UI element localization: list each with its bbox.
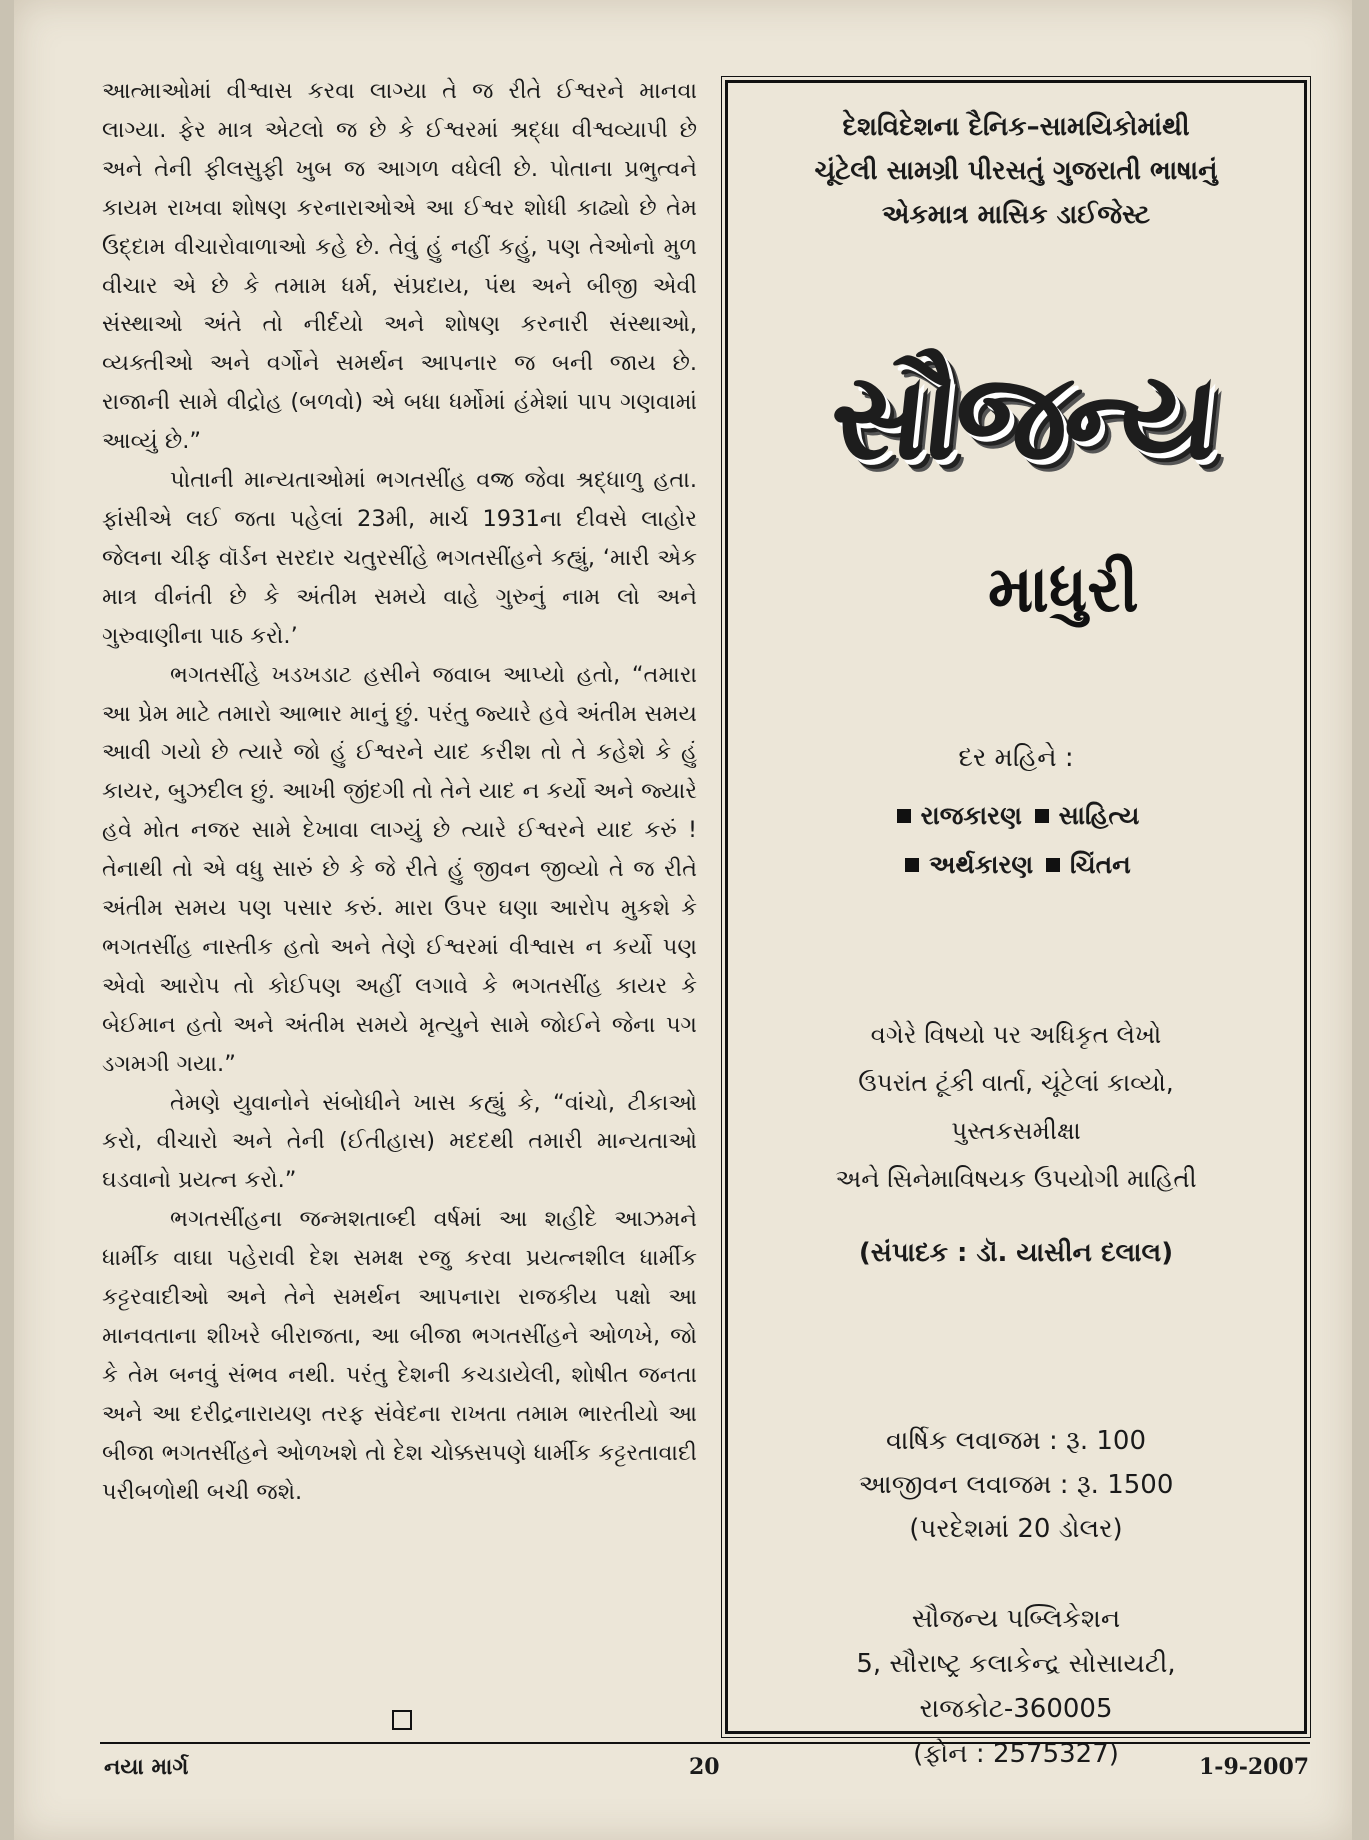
article-paragraph: આત્માઓમાં વીશ્વાસ કરવા લાગ્યા તે જ રીતે ઈશ્વરને માનવા લાગ્યા. ફેર માત્ર એટલો જ છે કે ઈશ્વરમાં શ્રદ્ધા વીશ્વવ્યાપી છે અને તેની ફીલસુફી ખુબ જ આગળ વધેલી છે. પોતાના પ્રભુત્વને કાયમ રાખવા શોષણ કરનારાઓએ આ ઈશ્વર શોધી કાઢ્યો છે તેમ ઉદ્દામ વીચારોવાળાઓ કહે છે. તેવું હું નહીં કહું, પણ તેઓનો મુળ વીચાર એ છે કે તમામ ધર્મ, સંપ્રદાય, પંથ અને બીજી એવી સંસ્થાઓ અંતે તો નીર્દયો અને શોષણ કરનારી સંસ્થાઓ, વ્યક્તીઓ અને વર્ગોને સમર્થન આપનાર જ બની જાય છે. રાજાની સામે વીદ્રોહ (બળવો) એ બધા ધર્મોમાં હંમેશાં પાપ ગણવામાં આવ્યું છે.” (102, 78, 697, 455)
address-line: 5, સૌરાષ્ટ્ર કલાકેન્દ્ર સોસાયટી, (856, 1649, 1176, 1679)
footer-date: 1-9-2007 (1199, 1754, 1310, 1780)
square-bullet-icon (897, 809, 911, 823)
article-paragraph: ભગતસીંહના જન્મશતાબ્દી વર્ષમાં આ શહીદે આઝમને ધાર્મીક વાઘા પહેરાવી દેશ સમક્ષ રજુ કરવા પ્રયત્નશીલ ધાર્મીક કટ્ટરવાદીઓ અને તેને સમર્થન આપનારા રાજકીય પક્ષો આ માનવતાના શીખરે બીરાજતા, આ બીજા ભગતસીંહને ઓળખે, જો કે તેમ બનવું સંભવ નથી. પરંતુ દેશની કચડાયેલી, શોષીત જનતા અને આ દરીદ્રનારાયણ તરફ સંવેદના રાખતા તમામ ભારતીયો આ બીજા ભગતસીંહને ઓળખશે તો દેશ ચોક્કસપણે ધાર્મીક કટ્ટરતાવાદી પરીબળોથી બચી જશે. (102, 1206, 697, 1505)
editor-credit: (સંપાદક : ડૉ. યાસીન દલાલ) (858, 1238, 1174, 1268)
saujanya-madhuri-logo (788, 328, 1258, 658)
ad-description (728, 1011, 1304, 1203)
square-bullet-icon (1046, 858, 1060, 872)
logo-title: સૌજન્ય (823, 348, 1223, 487)
footer-rule (100, 1742, 1310, 1744)
description-line: વગેરે વિષયો પર અધિકૃત લેખો (870, 1020, 1162, 1049)
topic-item: રાજકારણ (920, 801, 1022, 830)
tagline-line: દેશવિદેશના દૈનિક–સામયિકોમાંથી (842, 112, 1190, 142)
subscription-rates (728, 1419, 1304, 1551)
publisher-address (728, 1597, 1304, 1777)
ad-tagline (728, 105, 1304, 237)
magazine-page (14, 0, 1352, 1840)
logo-subtitle: માધુરી (988, 553, 1139, 627)
annual-rate: વાર્ષિક લવાજમ : રૂ. 100 (885, 1426, 1147, 1456)
overseas-rate: (પરદેશમાં 20 ડોલર) (909, 1514, 1123, 1544)
topic-item: સાહિત્ય (1058, 801, 1140, 830)
square-bullet-icon (905, 858, 919, 872)
description-line: પુસ્તકસમીક્ષા (951, 1116, 1081, 1145)
article-paragraph: પોતાની માન્યતાઓમાં ભગતસીંહ વજ્ર જેવા શ્રદ્ધાળુ હતા. ફાંસીએ લઈ જતા પહેલાં 23મી, માર્ચ 1931ના દીવસે લાહોર જેલના ચીફ વૉર્ડન સરદાર ચતુરસીંહે ભગતસીંહને કહ્યું, ‘મારી એક માત્ર વીનંતી છે કે અંતીમ સમયે વાહે ગુરુનું નામ લો અને ગુરુવાણીના પાઠ કરો.’ (102, 467, 697, 649)
footer-magazine-name: નયા માર્ગ (104, 1754, 189, 1780)
end-of-article-mark (392, 1710, 412, 1730)
article-paragraph: તેમણે યુવાનોને સંબોધીને ખાસ કહ્યું કે, “વાંચો, ટીકાઓ કરો, વીચારો અને તેની (ઈતીહાસ) મદદથી તમારી માન્યતાઓ ઘડવાનો પ્રયત્ન કરો.” (102, 1089, 697, 1194)
square-bullet-icon (1035, 809, 1049, 823)
topic-list (728, 791, 1304, 889)
article-paragraph: ભગતસીંહે ખડખડાટ હસીને જવાબ આપ્યો હતો, “તમારા આ પ્રેમ માટે તમારો આભાર માનું છું. પરંતુ જ્યારે હવે અંતીમ સમય આવી ગયો છે ત્યારે જો હું ઈશ્વરને યાદ કરીશ તો તે કહેશે કે હું કાયર, બુઝદીલ છું. આખી જીંદગી તો તેને યાદ ન કર્યો અને જ્યારે હવે મોત નજર સામે દેખાવા લાગ્યું છે ત્યારે ઈશ્વરને યાદ કરું ! તેનાથી તો એ વધુ સારું છે કે જે રીતે હું જીવન જીવ્યો તે જ રીતે અંતીમ સમય પણ પસાર કરું. મારા ઉપર ઘણા આરોપ મુકશે કે ભગતસીંહ નાસ્તીક હતો અને તેણે ઈશ્વરમાં વીશ્વાસ ન કર્યો પણ એવો આરોપ તો કોઈપણ અહીં લગાવે કે ભગતસીંહ કાયર કે બેઈમાન હતો અને અંતીમ સમયે મૃત્યુને સામે જોઈને જેના પગ ડગમગી ગયા.” (102, 661, 697, 1077)
topic-item: અર્થકારણ (929, 850, 1034, 879)
topic-item: ચિંતન (1069, 850, 1131, 879)
footer-page-number: 20 (689, 1754, 720, 1780)
phone-line: (ફોન : 2575327) (913, 1739, 1119, 1769)
publisher-name: સૌજન્ય પબ્લિકેશન (911, 1604, 1121, 1634)
city-line: રાજકોટ-360005 (919, 1694, 1113, 1724)
lifetime-rate: આજીવન લવાજમ : રૂ. 1500 (858, 1470, 1174, 1500)
monthly-heading: દર મહિને : (958, 743, 1074, 773)
tagline-line: એકમાત્ર માસિક ડાઈજેસ્ટ (882, 200, 1150, 230)
description-line: ઉપરાંત ટૂંકી વાર્તા, ચૂંટેલાં કાવ્યો, (858, 1068, 1174, 1097)
description-line: અને સિનેમાવિષયક ઉપયોગી માહિતી (835, 1164, 1197, 1193)
tagline-line: ચૂંટેલી સામગ્રી પીરસતું ગુજરાતી ભાષાનું (814, 156, 1218, 186)
article-column (102, 72, 697, 1512)
